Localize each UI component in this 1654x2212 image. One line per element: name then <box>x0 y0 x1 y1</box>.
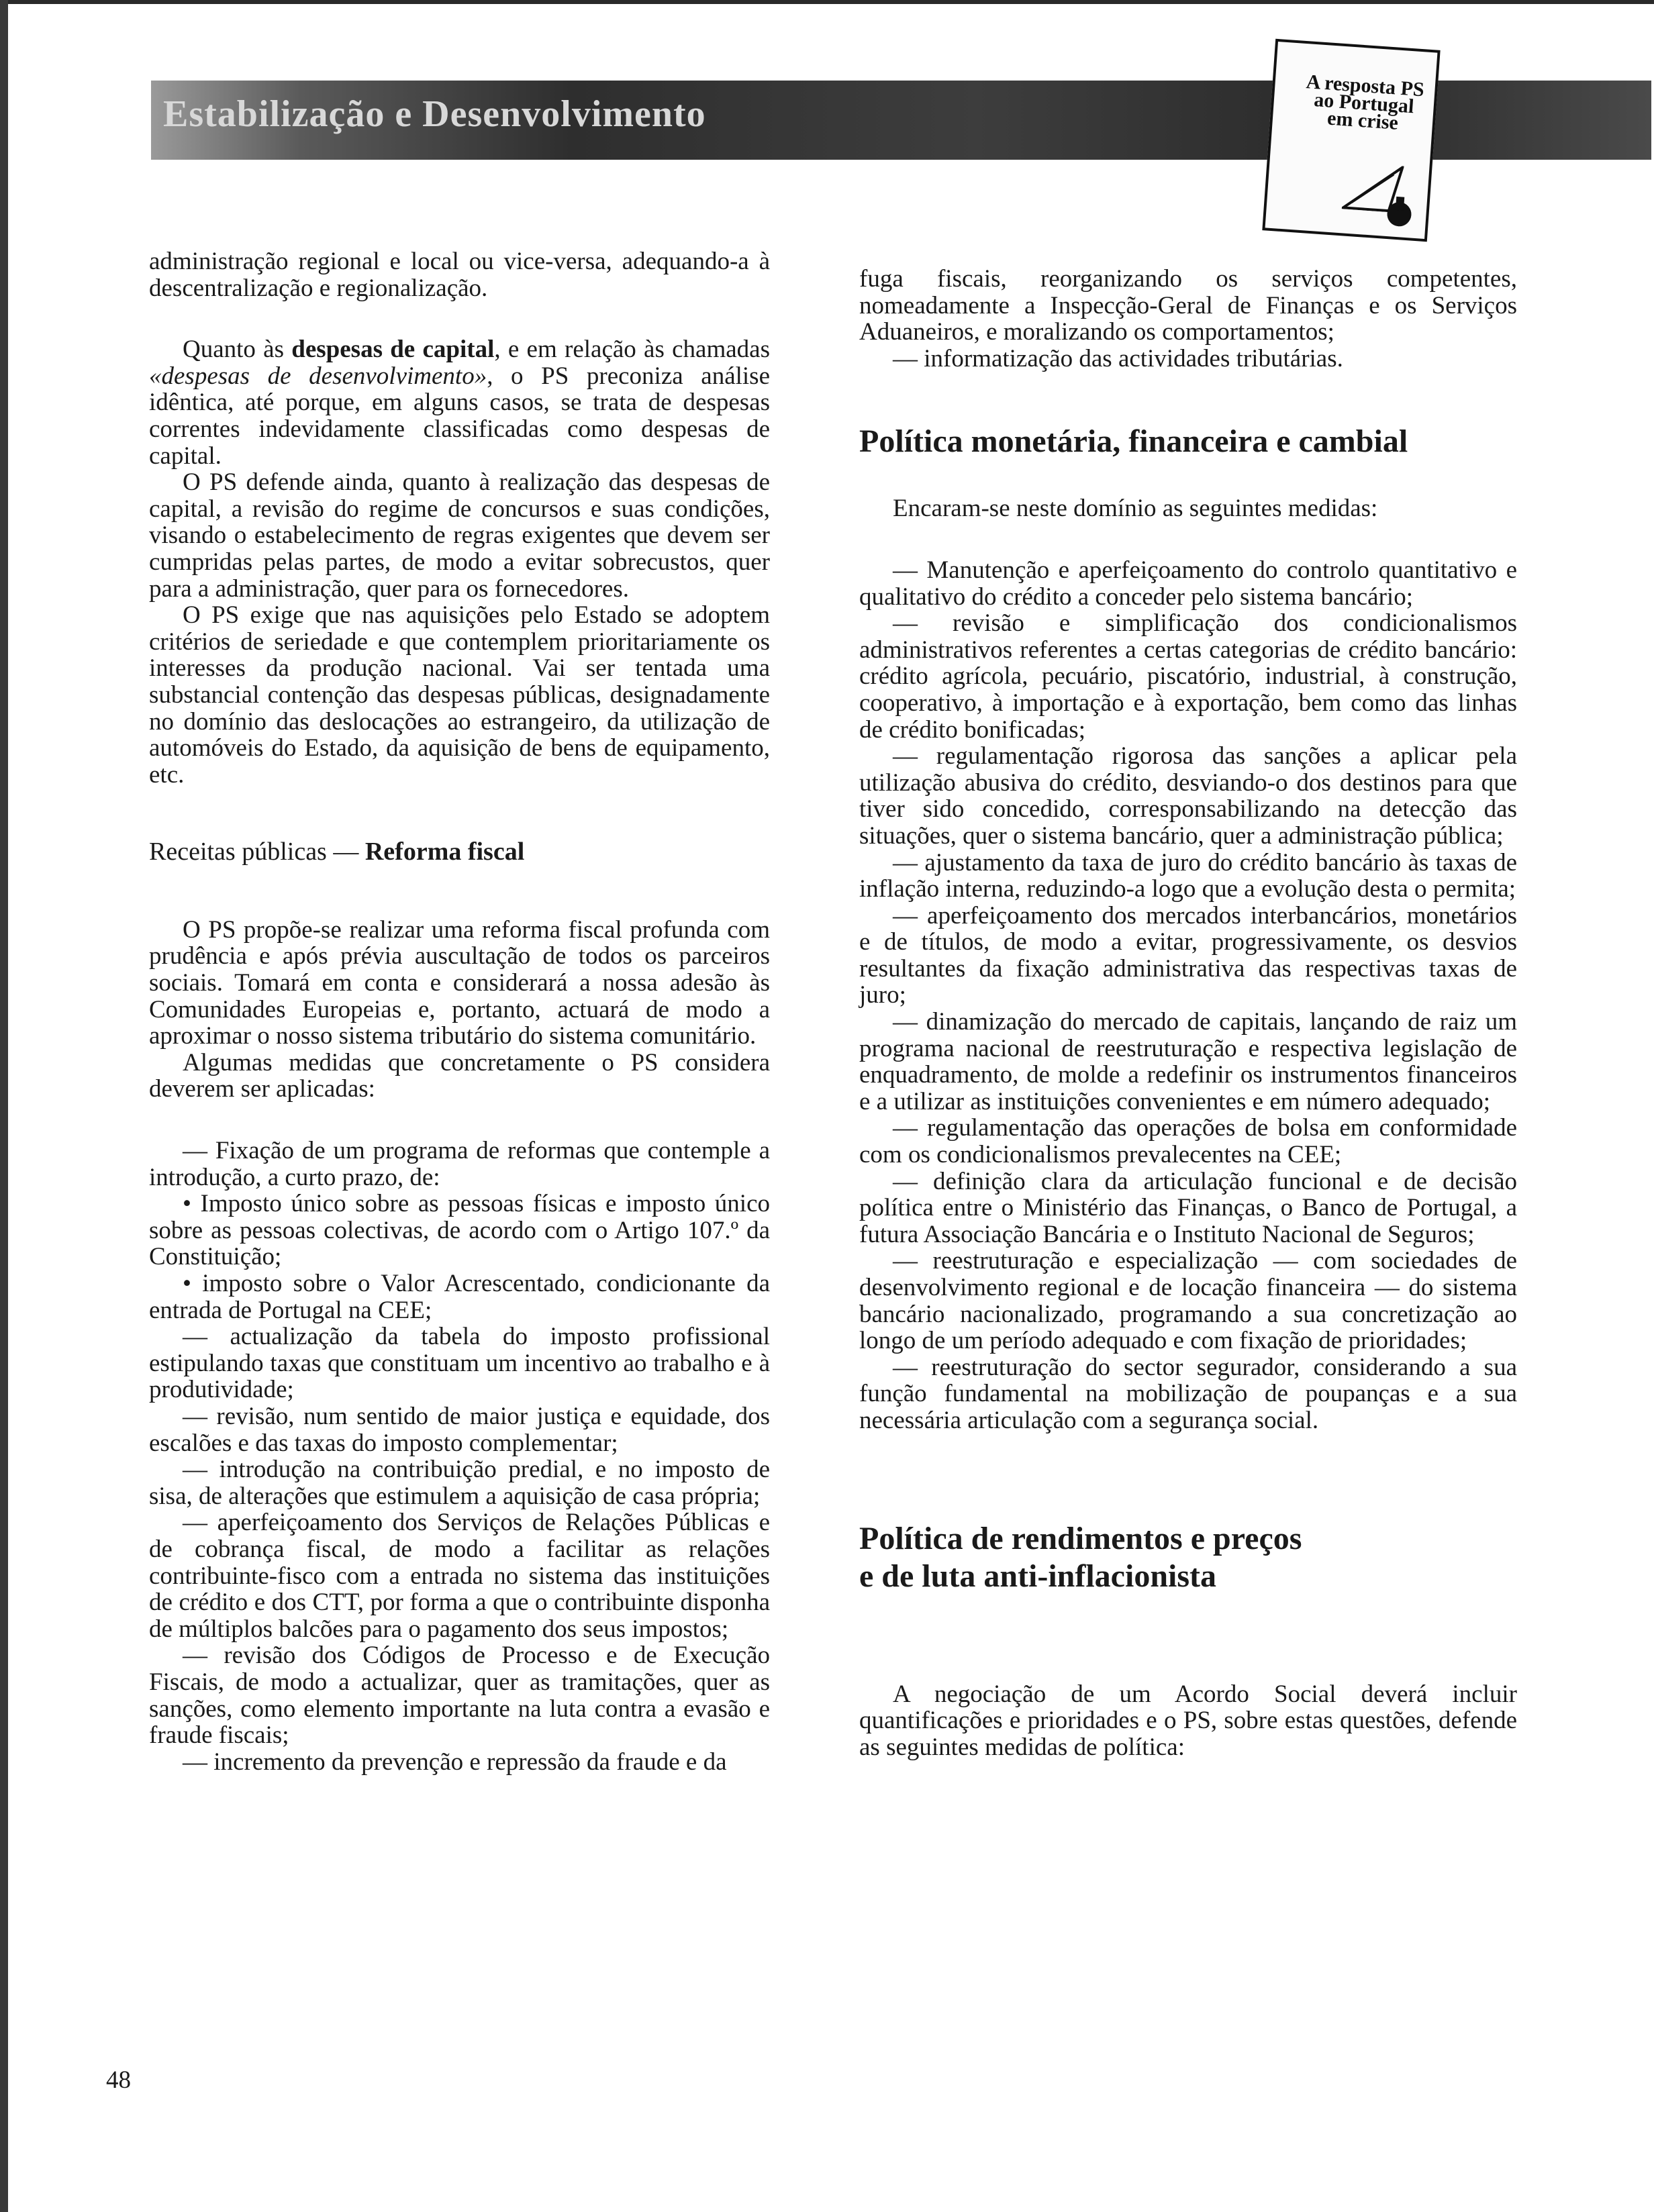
section-heading-politica-monetaria: Política monetária, financeira e cambial <box>859 423 1408 460</box>
right-column <box>859 266 1517 1760</box>
ps-fist-emblem-icon <box>1381 193 1418 231</box>
scan-top-line <box>8 0 1654 4</box>
paragraph: administração regional e local ou vice-versa, adequando-a à descentralização e regionalização. <box>149 248 770 302</box>
paragraph: Algumas medidas que concretamente o PS considera deverem ser aplicadas: <box>149 1048 770 1103</box>
section-title: Estabilização e Desenvolvimento <box>163 93 706 135</box>
list-item: — introdução na contribuição predial, e no imposto de sisa, de alterações que estimulem a aquisição de casa própria; <box>149 1456 770 1510</box>
list-item: — informatização das actividades tributárias. <box>893 344 1343 372</box>
paragraph: O PS propõe-se realizar uma reforma fiscal profunda com prudência e após prévia auscultação de todos os parceiros sociais. Tomará em conta e considerará a nossa adesão às Comunidades Europeias e, portanto, actuará de modo a aproximar o nosso sistema tributário do sistema comunitário. <box>149 915 770 1050</box>
list-item: — regulamentação das operações de bolsa em conformidade com os condicionalismos prevalecentes na CEE; <box>859 1114 1517 1169</box>
list-item: — revisão e simplificação dos condicionalismos administrativos referentes a certas categorias de crédito bancário: crédito agrícola, pecuário, piscatório, industrial, à construção, cooperativo, à importação e à exportação, bem como das linhas de crédito bonificadas; <box>859 609 1517 744</box>
booklet-cover-image <box>1262 39 1440 242</box>
booklet-title: A resposta PS ao Portugal em crise <box>1305 70 1425 134</box>
list-item: • imposto sobre o Valor Acrescentado, condicionante da entrada de Portugal na CEE; <box>149 1270 770 1324</box>
paragraph: O PS exige que nas aquisições pelo Estado se adoptem critérios de seriedade e que contemplem prioritariamente os interesses da produção nacional. Vai ser tentada uma substancial contenção das despesas públicas, designadamente no domínio das deslocações ao estrangeiro, da utilização de automóveis do Estado, da aquisição de bens de equipamento, etc. <box>149 601 770 789</box>
list-item: — dinamização do mercado de capitais, lançando de raiz um programa nacional de reestruturação e respectiva legislação de enquadramento, de molde a redefinir os instrumentos financeiros e a utilizar as instituições convenientes e em número adequado; <box>859 1008 1517 1115</box>
list-item: — regulamentação rigorosa das sanções a aplicar pela utilização abusiva do crédito, desviando-o dos destinos para que tiver sido concedido, corresponsabilizando na detecção das situações, quer o sistema bancário, quer a administração pública; <box>859 742 1517 850</box>
list-item: — aperfeiçoamento dos Serviços de Relações Públicas e de cobrança fiscal, de modo a facilitar as relações contribuinte-fisco com a entrada no sistema das instituições de crédito e dos CTT, por forma a que o contribuinte disponha de múltiplos balcões para o pagamento dos seus impostos; <box>149 1509 770 1643</box>
list-item: — revisão, num sentido de maior justiça e equidade, dos escalões e das taxas do imposto complementar; <box>149 1402 770 1457</box>
list-item: — ajustamento da taxa de juro do crédito bancário às taxas de inflação interna, reduzindo-a logo que a evolução desta o permita; <box>859 848 1517 903</box>
list-item: — Manutenção e aperfeiçoamento do controlo quantitativo e qualitativo do crédito a conceder pelo sistema bancário; <box>859 556 1517 611</box>
paragraph: fuga fiscais, reorganizando os serviços competentes, nomeadamente a Inspecção-Geral de Finanças e os Serviços Aduaneiros, e moralizando os comportamentos; <box>859 265 1517 346</box>
left-column <box>149 248 770 1775</box>
italic-term: «despesas de desenvolvimento» <box>149 362 487 390</box>
list-item: • Imposto único sobre as pessoas físicas e imposto único sobre as pessoas colectivas, de acordo com o Artigo 107.º da Constituição; <box>149 1190 770 1271</box>
list-item: — incremento da prevenção e repressão da fraude e da <box>183 1748 727 1776</box>
subheading-receitas-publicas: Receitas públicas — Reforma fiscal <box>149 838 525 866</box>
paragraph: O PS defende ainda, quanto à realização das despesas de capital, a revisão do regime de concursos e suas condições, visando o estabelecimento de regras exigentes que devem ser cumpridas pelas partes, de modo a evitar sobrecustos, quer para a administração, quer para os fornecedores. <box>149 468 770 603</box>
paragraph-despesas-capital: Quanto às despesas de capital, e em relação às chamadas «despesas de desenvolvimento», o PS preconiza análise idêntica, até porque, em alguns casos, se trata de despesas correntes indevidamente classificadas como despesas de capital. <box>149 336 770 470</box>
scan-edge <box>0 0 8 2212</box>
list-item: — actualização da tabela do imposto profissional estipulando taxas que constituam um incentivo ao trabalho e à produtividade; <box>149 1323 770 1404</box>
list-item: — aperfeiçoamento dos mercados interbancários, monetários e de títulos, de modo a evitar, progressivamente, os desvios resultantes da fixação administrativa das respectivas taxas de juro; <box>859 901 1517 1009</box>
section-heading-politica-rendimentos: Política de rendimentos e preços e de luta anti-inflacionista <box>859 1520 1302 1594</box>
list-item: — Fixação de um programa de reformas que contemple a introdução, a curto prazo, de: <box>149 1137 770 1191</box>
paragraph: A negociação de um Acordo Social deverá incluir quantificações e prioridades e o PS, sobre estas questões, defende as seguintes medidas de política: <box>859 1680 1517 1761</box>
list-item: — revisão dos Códigos de Processo e de Execução Fiscais, de modo a actualizar, quer as tramitações, quer as sanções, como elemento importante na luta contra a evasão e fraude fiscais; <box>149 1642 770 1750</box>
list-item: — definição clara da articulação funcional e de decisão política entre o Ministério das Finanças, o Banco de Portugal, a futura Associação Bancária e o Instituto Nacional de Seguros; <box>859 1167 1517 1248</box>
list-item: — reestruturação e especialização — com sociedades de desenvolvimento regional e de locação financeira — do sistema bancário nacionalizado, programando a sua concretização ao longo de um período adequado e com fixação de prioridades; <box>859 1247 1517 1355</box>
list-item: — reestruturação do sector segurador, considerando a sua função fundamental na mobilização de poupanças e a sua necessária articulação com a segurança social. <box>859 1353 1517 1434</box>
bold-term: despesas de capital <box>291 336 495 364</box>
section-intro: Encaram-se neste domínio as seguintes medidas: <box>893 495 1378 523</box>
page-number: 48 <box>106 2066 131 2094</box>
